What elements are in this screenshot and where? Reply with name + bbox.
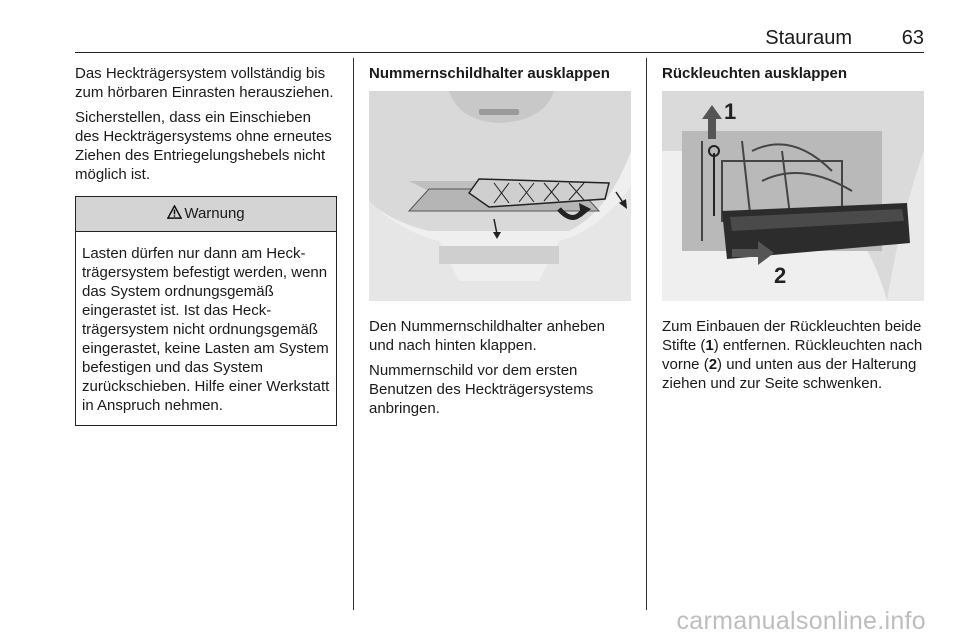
figure-label-2: 2 xyxy=(774,263,787,288)
paragraph: Nummernschild vor dem ersten Benutzen des Heckträgersystems anbringen. xyxy=(369,362,594,417)
warning-icon xyxy=(167,205,182,219)
reference-number: 2 xyxy=(708,356,718,373)
warning-title: Warnung xyxy=(184,205,245,222)
section-heading: Nummernschildhalter ausklappen xyxy=(369,65,610,82)
page-header xyxy=(75,26,924,53)
column-divider xyxy=(353,58,354,610)
paragraph: Sicherstellen, dass ein Einschieben des Heckträgersystems ohne erneutes Ziehen des Entriegelungshebels nicht möglich ist. xyxy=(75,109,332,183)
text-segment: Zum Einbauen der Rückleuchten beide Stifte ( xyxy=(662,318,922,354)
text-segment: ) und unten aus der Halterung ziehen und zur Seite schwenken. xyxy=(662,356,917,392)
section-heading: Rückleuchten ausklappen xyxy=(662,65,848,82)
warning-text: Lasten dürfen nur dann am Heckträgersystem befestigt werden, wenn das System ordnungsgemäß eingerastet ist. Ist das Heckträgersystem nicht ordnungsgemäß eingerastet, keine Lasten am System befestigen und das System zurückschieben. Hilfe einer Werkstatt in Anspruch nehmen. xyxy=(82,245,330,414)
reference-number: 1 xyxy=(705,337,714,354)
warning-box xyxy=(75,196,337,426)
figure-label-1: 1 xyxy=(724,99,737,124)
rear-lights-illustration xyxy=(662,91,924,301)
column-1 xyxy=(75,64,337,426)
paragraph xyxy=(662,317,927,393)
paragraph: Den Nummernschildhalter anheben und nach hinten klappen. xyxy=(369,318,605,354)
column-3 xyxy=(662,64,927,399)
section-title: Stauraum xyxy=(765,27,852,49)
watermark: carmanualsonline.info xyxy=(676,607,926,635)
page-number: 63 xyxy=(901,27,924,49)
warning-header xyxy=(76,197,336,232)
license-plate-holder-illustration xyxy=(369,91,631,301)
text-segment: ) entfernen. Rückleuchten nach vorne ( xyxy=(662,337,923,373)
paragraph: Das Heckträgersystem vollständig bis zum hörbaren Einrasten herausziehen. xyxy=(75,65,334,101)
column-2 xyxy=(369,64,631,424)
column-divider xyxy=(646,58,647,610)
